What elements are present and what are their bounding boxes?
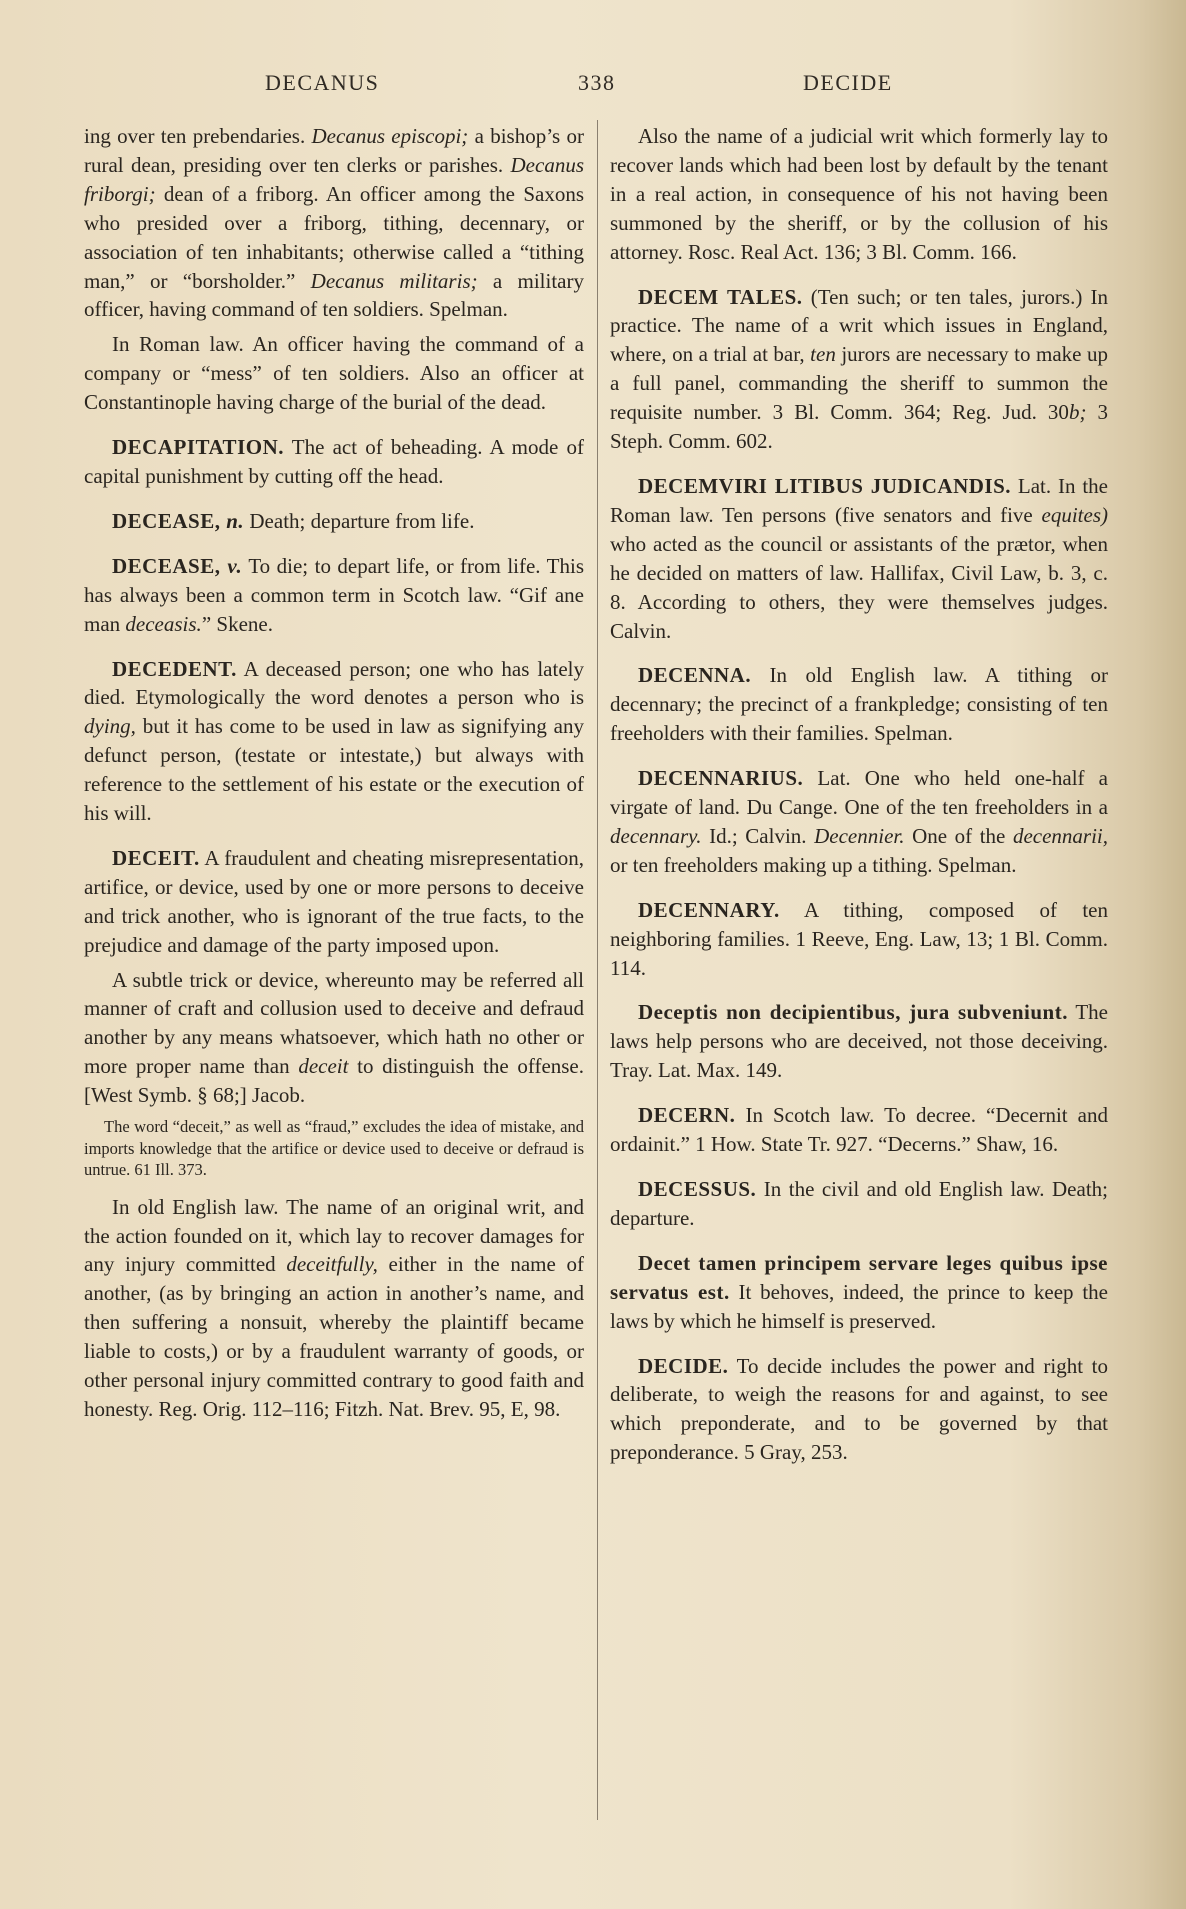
entry-text: either in the name of another, (as by bringing an action in another’s name, and then suffering a nonsuit, whereby the plaintiff became liable to costs,) or by a fraudulent warranty of goods, or other personal injury committed contrary to good faith and honesty. Reg. Orig. 112–116; Fitzh. Nat. Brev. 95, E, 98.	[84, 1252, 585, 1421]
entry-headword: DECEIT.	[112, 845, 200, 870]
entry-text: to distinguish the offense. [West Symb. § 68;] Jacob.	[84, 1054, 585, 1108]
dictionary-entry	[610, 283, 1108, 456]
entry-text: In Roman law. An officer having the command of a company or “mess” of ten soldiers. Also an officer at Constantinople having charge of the burial of the dead.	[84, 332, 584, 415]
entry-text: a bishop’s or rural dean, presiding over ten clerks or parishes.	[84, 124, 584, 177]
entry-text: deceitfully,	[286, 1252, 378, 1277]
entry-text: In Scotch law. To decree. “Decernit and ordainit.” 1 How. State Tr. 927. “Decerns.” Shaw, 16.	[610, 1103, 1108, 1157]
entry-headword: DECEASE,	[112, 553, 228, 578]
dictionary-entry	[610, 1352, 1108, 1468]
entry-text: decennarii,	[1012, 823, 1109, 848]
entry-text: Also the name of a judicial writ which formerly lay to recover lands which had been lost by default by the tenant in a real action, in consequence of his not having been summoned by the sheriff, or by the collusion of his attorney. Rosc. Real Act. 136; 3 Bl. Comm. 166.	[610, 124, 1108, 264]
entry-headword: DECERN.	[638, 1103, 736, 1128]
entry-text: but it has come to be used in law as signifying any defunct person, (testate or intestate,) but always with reference to the settlement of his estate or the execution of his will.	[84, 714, 584, 826]
entry-text: dean of a friborg. An officer among the Saxons who presided over a friborg, tithing, decennary, or association of ten inhabitants; otherwise called a “tithing man,” or “borsholder.”	[84, 181, 584, 293]
dictionary-entry	[84, 844, 584, 960]
entry-headword: v.	[227, 553, 243, 578]
entry-text: Decanus episcopi;	[311, 124, 469, 148]
entry-text: Id.; Calvin.	[701, 823, 815, 848]
entry-headword: DECEASE,	[112, 508, 227, 533]
entry-text: decennary.	[610, 823, 702, 848]
entry-headword: DECEM TALES.	[638, 284, 803, 309]
entry-headword: DECEDENT.	[112, 656, 237, 681]
entry-text: In old English law. The name of an original writ, and the action founded on it, which lay to recover damages for any injury committed	[84, 1194, 584, 1277]
entry-text: Decanus militaris;	[310, 268, 478, 293]
entry-text: Decanus friborgi;	[84, 152, 584, 206]
page-number: 338	[578, 70, 616, 95]
entry-text: deceasis.	[125, 611, 202, 636]
entry-text: A tithing, composed of ten neighboring families. 1 Reeve, Eng. Law, 13; 1 Bl. Comm. 114.	[610, 897, 1108, 980]
dictionary-entry	[84, 655, 584, 828]
entry-text: 3 Steph. Comm. 602.	[610, 400, 1109, 454]
dictionary-entry	[610, 472, 1108, 645]
dictionary-entry	[84, 966, 584, 1111]
dictionary-entry	[84, 122, 584, 324]
entry-headword: DECIDE.	[638, 1353, 729, 1378]
entry-headword: n.	[226, 508, 245, 533]
dictionary-entry	[84, 552, 584, 639]
entry-headword: Decet tamen principem servare leges quibus ipse servatus est.	[610, 1250, 1108, 1304]
page-header	[0, 70, 1186, 100]
dictionary-entry	[610, 1101, 1108, 1159]
entry-text: To decide includes the power and right to deliberate, to weigh the reasons for and against, to see which preponderate, and to be governed by that preponderance. 5 Gray, 253.	[610, 1353, 1108, 1465]
dictionary-entry	[84, 507, 584, 536]
dictionary-entry	[610, 661, 1108, 748]
entry-text: A subtle trick or device, whereunto may be referred all manner of craft and collusion used to deceive and defraud another by any means whatsoever, which hath no other or more proper name than	[84, 967, 584, 1079]
column-divider	[597, 120, 598, 1820]
entry-text: Decennier.	[814, 823, 905, 848]
entry-text: To die; to depart life, or from life. This has always been a common term in Scotch law. “Gif ane man	[84, 553, 584, 636]
dictionary-entry	[610, 1175, 1108, 1233]
entry-headword: Deceptis non decipientibus, jura subveniunt.	[638, 1000, 1068, 1025]
left-column	[84, 122, 584, 1440]
dictionary-entry	[610, 1249, 1108, 1336]
entry-headword: DECESSUS.	[638, 1177, 757, 1201]
entry-text: deceit	[298, 1054, 349, 1079]
dictionary-entry	[610, 122, 1108, 267]
entry-text: The word “deceit,” as well as “fraud,” excludes the idea of mistake, and imports knowledge that the artifice or device used to deceive or defraud is untrue. 61 Ill. 373.	[84, 1117, 584, 1180]
entry-text: It behoves, indeed, the prince to keep the laws by which he himself is preserved.	[610, 1279, 1108, 1333]
entry-text: A fraudulent and cheating misrepresentation, artifice, or device, used by one or more persons to deceive and trick another, who is ignorant of the true facts, to the prejudice and damage of the party imposed upon.	[84, 845, 584, 957]
dictionary-entry	[84, 433, 584, 491]
right-column	[610, 122, 1108, 1483]
entry-text: Lat. One who held one-half a virgate of land. Du Cange. One of the ten freeholders in a	[610, 766, 1108, 820]
entry-text: or ten freeholders making up a tithing. Spelman.	[610, 852, 1017, 877]
header-right-guide-word: DECIDE	[803, 70, 893, 95]
entry-headword: DECENNA.	[638, 663, 752, 688]
header-left-guide-word: DECANUS	[265, 70, 380, 95]
entry-text: dying,	[84, 714, 136, 739]
dictionary-entry	[84, 1193, 584, 1424]
entry-text: Death; departure from life.	[244, 508, 475, 533]
dictionary-entry	[610, 764, 1108, 880]
entry-text: One of the	[904, 823, 1013, 848]
dictionary-entry	[610, 998, 1108, 1085]
dictionary-entry	[84, 330, 584, 417]
entry-text: b;	[1068, 400, 1087, 425]
entry-note	[84, 1116, 584, 1181]
entry-text: Lat. In the Roman law. Ten persons (five senators and five	[610, 473, 1108, 527]
entry-text: who acted as the council or assistants of the prætor, when he decided on matters of law. Hallifax, Civil Law, b. 3, c. 8. According to others, they were themselves judges. Calvin.	[610, 531, 1108, 643]
entry-headword: DECENNARY.	[638, 897, 780, 922]
entry-text: a military officer, having command of ten soldiers. Spelman.	[84, 268, 584, 322]
entry-text: In old English law. A tithing or decennary; the precinct of a frankpledge; consisting of ten freeholders with their families. Spelman.	[610, 663, 1108, 746]
entry-headword: DECAPITATION.	[112, 435, 284, 460]
entry-text: ” Skene.	[201, 611, 273, 636]
entry-text: ten	[810, 342, 836, 367]
entry-text: (Ten such; or ten tales, jurors.) In practice. The name of a writ which issues in England, where, on a trial at bar,	[610, 284, 1109, 367]
entry-text: The laws help persons who are deceived, not those deceiving. Tray. Lat. Max. 149.	[610, 1000, 1108, 1083]
entry-headword: DECEMVIRI LITIBUS JUDICANDIS.	[638, 473, 1012, 498]
dictionary-entry	[610, 896, 1108, 983]
entry-text: A deceased person; one who has lately died. Etymologically the word denotes a person who is	[84, 656, 584, 710]
entry-text: The act of beheading. A mode of capital punishment by cutting off the head.	[84, 435, 584, 488]
entry-text: equites)	[1041, 502, 1108, 527]
entry-text: jurors are necessary to make up a full panel, commanding the sheriff to summon the requisite number. 3 Bl. Comm. 364; Reg. Jud. 30	[610, 342, 1108, 425]
entry-text: ing over ten prebendaries.	[84, 124, 312, 148]
entry-headword: DECENNARIUS.	[638, 766, 804, 791]
entry-text: In the civil and old English law. Death; departure.	[610, 1177, 1108, 1230]
